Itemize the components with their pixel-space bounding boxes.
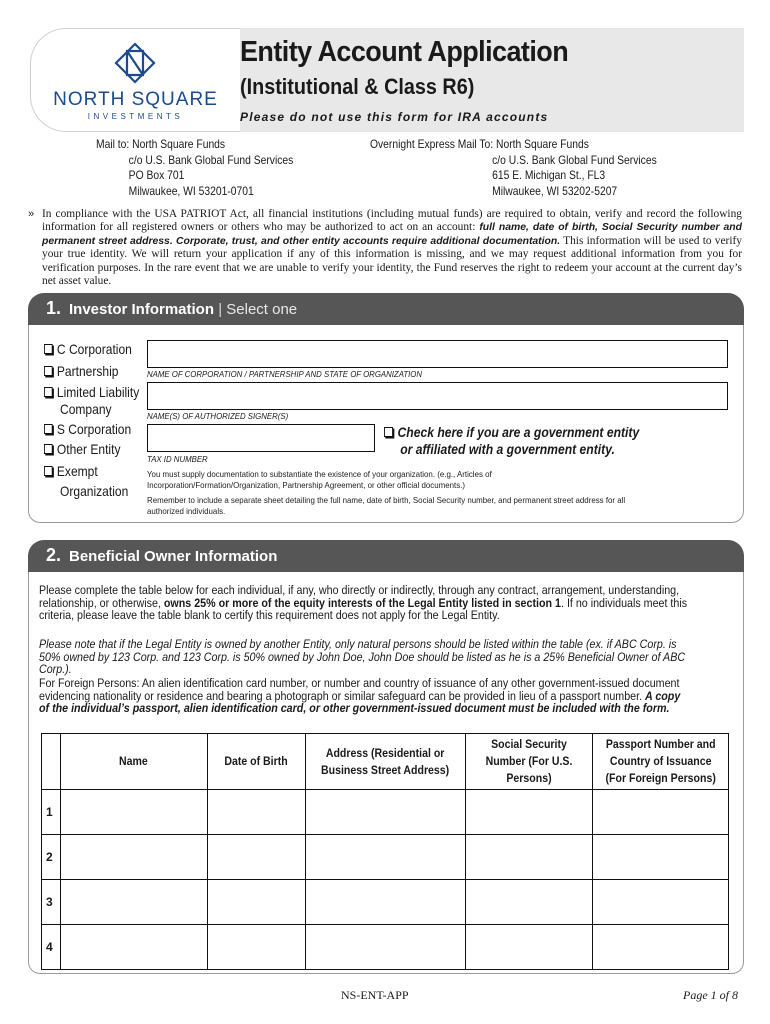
notice-text: This information will be used to verify your true identity. We will return your application if any of this information is missing, and we may request additional information from you for verification purposes. In the rare event that we are unable to verify your identity, the Fund reserves the right to redeem your account at the current day’s net asset value. bbox=[42, 234, 742, 288]
option-llc-continued: Company bbox=[60, 401, 112, 417]
name-cell[interactable] bbox=[60, 790, 207, 835]
address-cell[interactable] bbox=[306, 790, 465, 835]
authorized-signers-input[interactable] bbox=[147, 382, 728, 410]
mail-line: c/o U.S. Bank Global Fund Services bbox=[128, 152, 294, 167]
section-number: 1. bbox=[46, 298, 62, 318]
mail-line: North Square Funds bbox=[132, 137, 226, 151]
checkbox-icon[interactable] bbox=[44, 444, 53, 454]
government-entity-checkbox[interactable]: Check here if you are a government entity or affiliated with a government entity. bbox=[384, 424, 639, 458]
section-title: Beneficial Owner Information bbox=[69, 548, 278, 565]
page-number: Page 1 of 8 bbox=[683, 988, 738, 1002]
corporation-name-label: NAME OF CORPORATION / PARTNERSHIP AND STATE OF ORGANIZATION bbox=[147, 369, 423, 379]
express-label: Overnight Express Mail To: bbox=[370, 137, 494, 151]
mail-line: c/o U.S. Bank Global Fund Services bbox=[492, 152, 657, 167]
col-dob-header: Date of Birth bbox=[207, 734, 306, 790]
ssn-cell[interactable] bbox=[465, 835, 592, 880]
beneficial-owner-table bbox=[41, 733, 729, 970]
option-partnership[interactable]: Partnership bbox=[44, 363, 118, 379]
option-s-corporation[interactable]: S Corporation bbox=[44, 421, 131, 437]
section-number: 2. bbox=[46, 545, 62, 565]
passport-cell[interactable] bbox=[592, 880, 728, 925]
checkbox-icon[interactable] bbox=[44, 366, 53, 376]
passport-cell[interactable] bbox=[592, 835, 728, 880]
checkbox-icon[interactable] bbox=[44, 466, 53, 476]
documentation-note: You must supply documentation to substantiate the existence of your organization. (e.g., Articles of Incorporation/Formation/Organization, Partnership Agreement, or other official documents.) bbox=[147, 469, 492, 490]
authorized-signers-label: NAME(S) OF AUTHORIZED SIGNER(S) bbox=[147, 411, 289, 421]
address-cell[interactable] bbox=[306, 835, 465, 880]
page-subtitle: (Institutional & Class R6) bbox=[240, 74, 475, 99]
brand-logo bbox=[30, 28, 240, 132]
title-band bbox=[232, 28, 744, 132]
mail-line: Milwaukee, WI 53201-0701 bbox=[128, 183, 254, 198]
option-exempt-continued: Organization bbox=[60, 483, 129, 499]
option-limited-liability-company[interactable]: Limited Liability bbox=[44, 384, 139, 400]
mail-label: Mail to: bbox=[96, 137, 130, 151]
patriot-act-notice bbox=[30, 208, 742, 288]
north-square-logo-icon bbox=[113, 41, 157, 85]
separator: | bbox=[218, 301, 223, 318]
entity-owner-note: Please note that if the Legal Entity is owned by another Entity, only natural persons should be listed within the table (ex. if ABC Corp. is 50% owned by 123 Corp. and 123 Corp. is 50% owned by John Doe, John Doe should be listed as he is a 25% Beneficial Owner of ABC Corp.). bbox=[39, 637, 686, 677]
option-exempt-organization[interactable]: Exempt bbox=[44, 463, 98, 479]
table-row bbox=[42, 835, 729, 880]
section-2-header bbox=[28, 540, 744, 572]
dob-cell[interactable] bbox=[207, 880, 306, 925]
col-ssn-header: Social Security Number (For U.S. Persons) bbox=[465, 734, 592, 790]
table-header-row bbox=[42, 734, 729, 790]
row-number-header bbox=[42, 734, 61, 790]
table-row bbox=[42, 880, 729, 925]
checkbox-icon[interactable] bbox=[44, 387, 53, 397]
section-subtitle: Select one bbox=[226, 301, 298, 318]
ssn-cell[interactable] bbox=[465, 880, 592, 925]
name-cell[interactable] bbox=[60, 925, 207, 970]
gov-text: or affiliated with a government entity. bbox=[400, 442, 615, 457]
corporation-name-input[interactable] bbox=[147, 340, 728, 368]
mail-line: PO Box 701 bbox=[128, 168, 185, 182]
foreign-persons-note: For Foreign Persons: An alien identification card number, or number and country of issuance of any other government-issued document evidencing nationality or residence and bearing a photograph or similar safeguard can be provided in lieu of a passport number. A copy of the individual’s passport, alien identification card, or other government-issued document must be included with the form. bbox=[39, 676, 681, 716]
mail-address-regular bbox=[96, 137, 293, 199]
checkbox-icon[interactable] bbox=[44, 344, 53, 354]
section-1-header bbox=[28, 293, 744, 325]
dob-cell[interactable] bbox=[207, 835, 306, 880]
brand-name: NORTH SQUARE bbox=[53, 89, 218, 110]
separate-sheet-note: Remember to include a separate sheet detailing the full name, date of birth, Social Security number, and permanent street address for all authorized individuals. bbox=[147, 495, 626, 516]
passport-cell[interactable] bbox=[592, 925, 728, 970]
address-cell[interactable] bbox=[306, 925, 465, 970]
notice-text: In compliance with the USA PATRIOT Act, all financial institutions (including mutual funds) are required to obtain, verify and record the following information for all registered owners or others who may be authorized to act on an account: bbox=[42, 208, 742, 234]
name-cell[interactable] bbox=[60, 835, 207, 880]
mail-line: 615 E. Michigan St., FL3 bbox=[492, 168, 606, 182]
row-number: 1 bbox=[42, 790, 61, 835]
ssn-cell[interactable] bbox=[465, 925, 592, 970]
checkbox-icon[interactable] bbox=[384, 427, 393, 437]
ira-warning: Please do not use this form for IRA accounts bbox=[240, 110, 549, 124]
form-code: NS-ENT-APP bbox=[341, 988, 409, 1002]
mail-line: North Square Funds bbox=[496, 137, 589, 151]
beneficial-owner-instructions: Please complete the table below for each individual, if any, who directly or indirectly, through any contract, arrangement, understanding, relationship, or otherwise, owns 25% or more of the equity interests of the Legal Entity listed in section 1. If no individuals meet this criteria, please leave the table blank to certify this requirement does not apply for the Legal Entity. bbox=[39, 583, 688, 623]
tax-id-label: TAX ID NUMBER bbox=[147, 454, 208, 464]
address-cell[interactable] bbox=[306, 880, 465, 925]
row-number: 2 bbox=[42, 835, 61, 880]
mail-line: Milwaukee, WI 53202-5207 bbox=[492, 183, 618, 198]
page-title: Entity Account Application bbox=[240, 36, 569, 68]
notice-emphasis: full name, date of birth, Social Security number and permanent street address. Corporate, trust, and other entity accounts require additional documentation. bbox=[42, 222, 743, 247]
row-number: 4 bbox=[42, 925, 61, 970]
row-number: 3 bbox=[42, 880, 61, 925]
checkbox-icon[interactable] bbox=[44, 424, 53, 434]
section-title: Investor Information bbox=[69, 301, 215, 318]
brand-sub: INVESTMENTS bbox=[87, 112, 184, 121]
col-name-header: Name bbox=[60, 734, 207, 790]
ssn-cell[interactable] bbox=[465, 790, 592, 835]
tax-id-input[interactable] bbox=[147, 424, 375, 452]
name-cell[interactable] bbox=[60, 880, 207, 925]
dob-cell[interactable] bbox=[207, 925, 306, 970]
option-c-corporation[interactable]: C Corporation bbox=[44, 341, 132, 357]
chevron-right-icon: » bbox=[28, 208, 35, 220]
passport-cell[interactable] bbox=[592, 790, 728, 835]
table-row bbox=[42, 925, 729, 970]
col-address-header: Address (Residential or Business Street Address) bbox=[306, 734, 465, 790]
table-row bbox=[42, 790, 729, 835]
dob-cell[interactable] bbox=[207, 790, 306, 835]
mail-address-express bbox=[370, 137, 657, 199]
col-passport-header: Passport Number and Country of Issuance (For Foreign Persons) bbox=[592, 734, 728, 790]
option-other-entity[interactable]: Other Entity bbox=[44, 441, 120, 457]
